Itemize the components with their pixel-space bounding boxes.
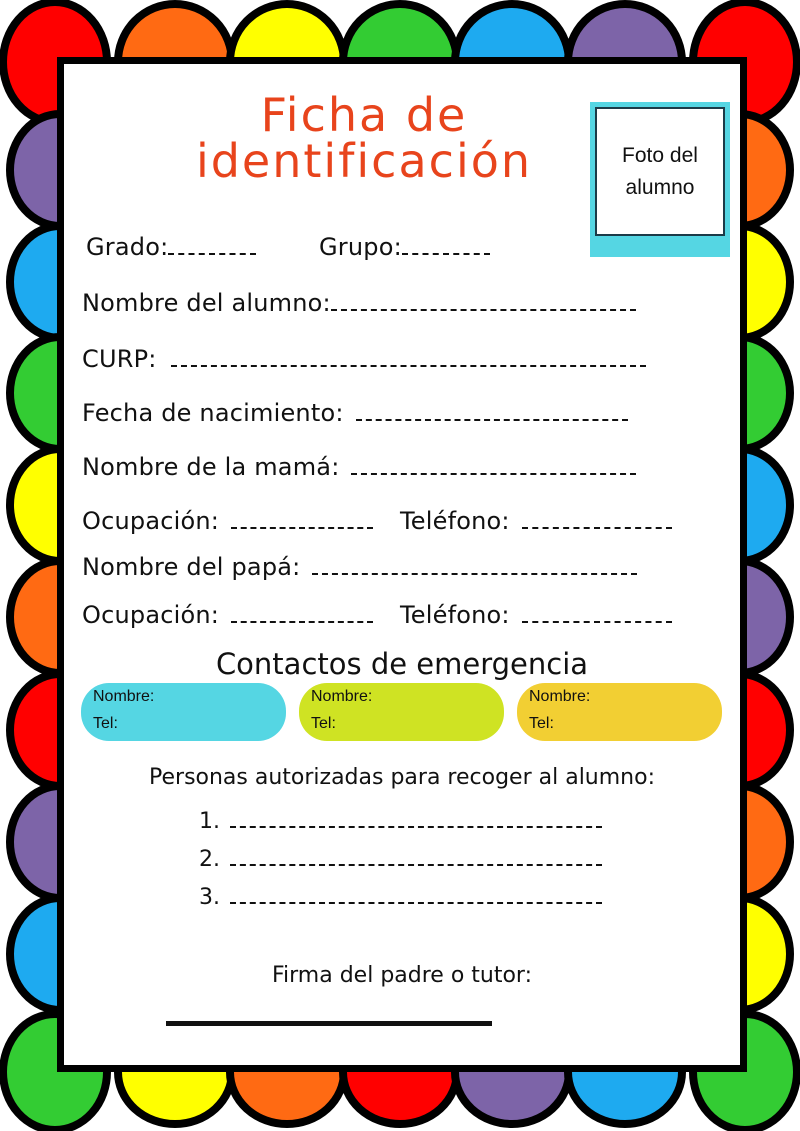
grupo-input[interactable] [402, 231, 490, 255]
ocupacion-mama-label: Ocupación: [82, 507, 220, 535]
grado-field [86, 231, 256, 262]
telefono-papa-input[interactable] [522, 599, 672, 623]
curp-label: CURP: [82, 345, 157, 373]
form-panel [57, 57, 747, 1072]
authorized-number-2: 2. [199, 847, 220, 872]
telefono-papa-label: Teléfono: [400, 601, 510, 629]
curp-field [82, 343, 646, 374]
page-title [124, 88, 604, 188]
emergency-contact-3-tel-label: Tel: [529, 715, 554, 732]
emergency-contact-3[interactable] [517, 683, 722, 741]
telefono-mama-input[interactable] [522, 505, 672, 529]
student-photo-box[interactable] [590, 102, 730, 257]
nombre-mama-field [82, 451, 636, 482]
emergency-contact-3-name-label: Nombre: [529, 688, 591, 705]
title-line-1: Ficha de [260, 88, 468, 142]
telefono-mama-field [400, 505, 672, 536]
nombre-mama-label: Nombre de la mamá: [82, 453, 340, 481]
ocupacion-mama-field [82, 505, 373, 536]
authorized-persons-title: Personas autorizadas para recoger al alumno: [149, 765, 655, 790]
ocupacion-papa-label: Ocupación: [82, 601, 220, 629]
emergency-contact-1-tel-label: Tel: [93, 715, 118, 732]
grupo-field [319, 231, 490, 262]
authorized-number-3: 3. [199, 885, 220, 910]
photo-placeholder [595, 107, 725, 236]
nombre-papa-label: Nombre del papá: [82, 553, 301, 581]
authorized-person-2 [199, 842, 602, 874]
emergency-contact-2-name-label: Nombre: [311, 688, 373, 705]
authorized-person-1 [199, 804, 602, 836]
photo-label-line-2: alumno [625, 175, 695, 199]
authorized-person-3 [199, 880, 602, 912]
photo-label-line-1: Foto del [622, 143, 698, 167]
signature-label: Firma del padre o tutor: [271, 963, 532, 988]
emergency-contacts-title: Contactos de emergencia [215, 647, 589, 681]
nombre-papa-field [82, 551, 637, 582]
authorized-number-1: 1. [199, 809, 220, 834]
grado-label: Grado: [86, 233, 169, 261]
authorized-person-2-input[interactable] [230, 842, 602, 866]
emergency-contact-2-tel-label: Tel: [311, 715, 336, 732]
authorized-person-1-input[interactable] [230, 804, 602, 828]
authorized-person-3-input[interactable] [230, 880, 602, 904]
fecha-nacimiento-input[interactable] [356, 397, 628, 421]
nombre-alumno-field [82, 287, 636, 318]
title-line-2: identificación [195, 134, 533, 188]
telefono-mama-label: Teléfono: [400, 507, 510, 535]
curp-input[interactable] [171, 343, 646, 367]
ocupacion-mama-input[interactable] [231, 505, 373, 529]
nombre-mama-input[interactable] [351, 451, 636, 475]
ocupacion-papa-input[interactable] [231, 599, 373, 623]
fecha-nacimiento-field [82, 397, 628, 428]
grupo-label: Grupo: [319, 233, 402, 261]
ocupacion-papa-field [82, 599, 373, 630]
grado-input[interactable] [168, 231, 256, 255]
telefono-papa-field [400, 599, 672, 630]
nombre-alumno-input[interactable] [331, 287, 636, 311]
nombre-papa-input[interactable] [312, 551, 637, 575]
fecha-nacimiento-label: Fecha de nacimiento: [82, 399, 344, 427]
emergency-contact-2[interactable] [299, 683, 504, 741]
emergency-contact-1-name-label: Nombre: [93, 688, 155, 705]
nombre-alumno-label: Nombre del alumno: [82, 289, 331, 317]
emergency-contact-1[interactable] [81, 683, 286, 741]
signature-line[interactable] [166, 1021, 492, 1026]
